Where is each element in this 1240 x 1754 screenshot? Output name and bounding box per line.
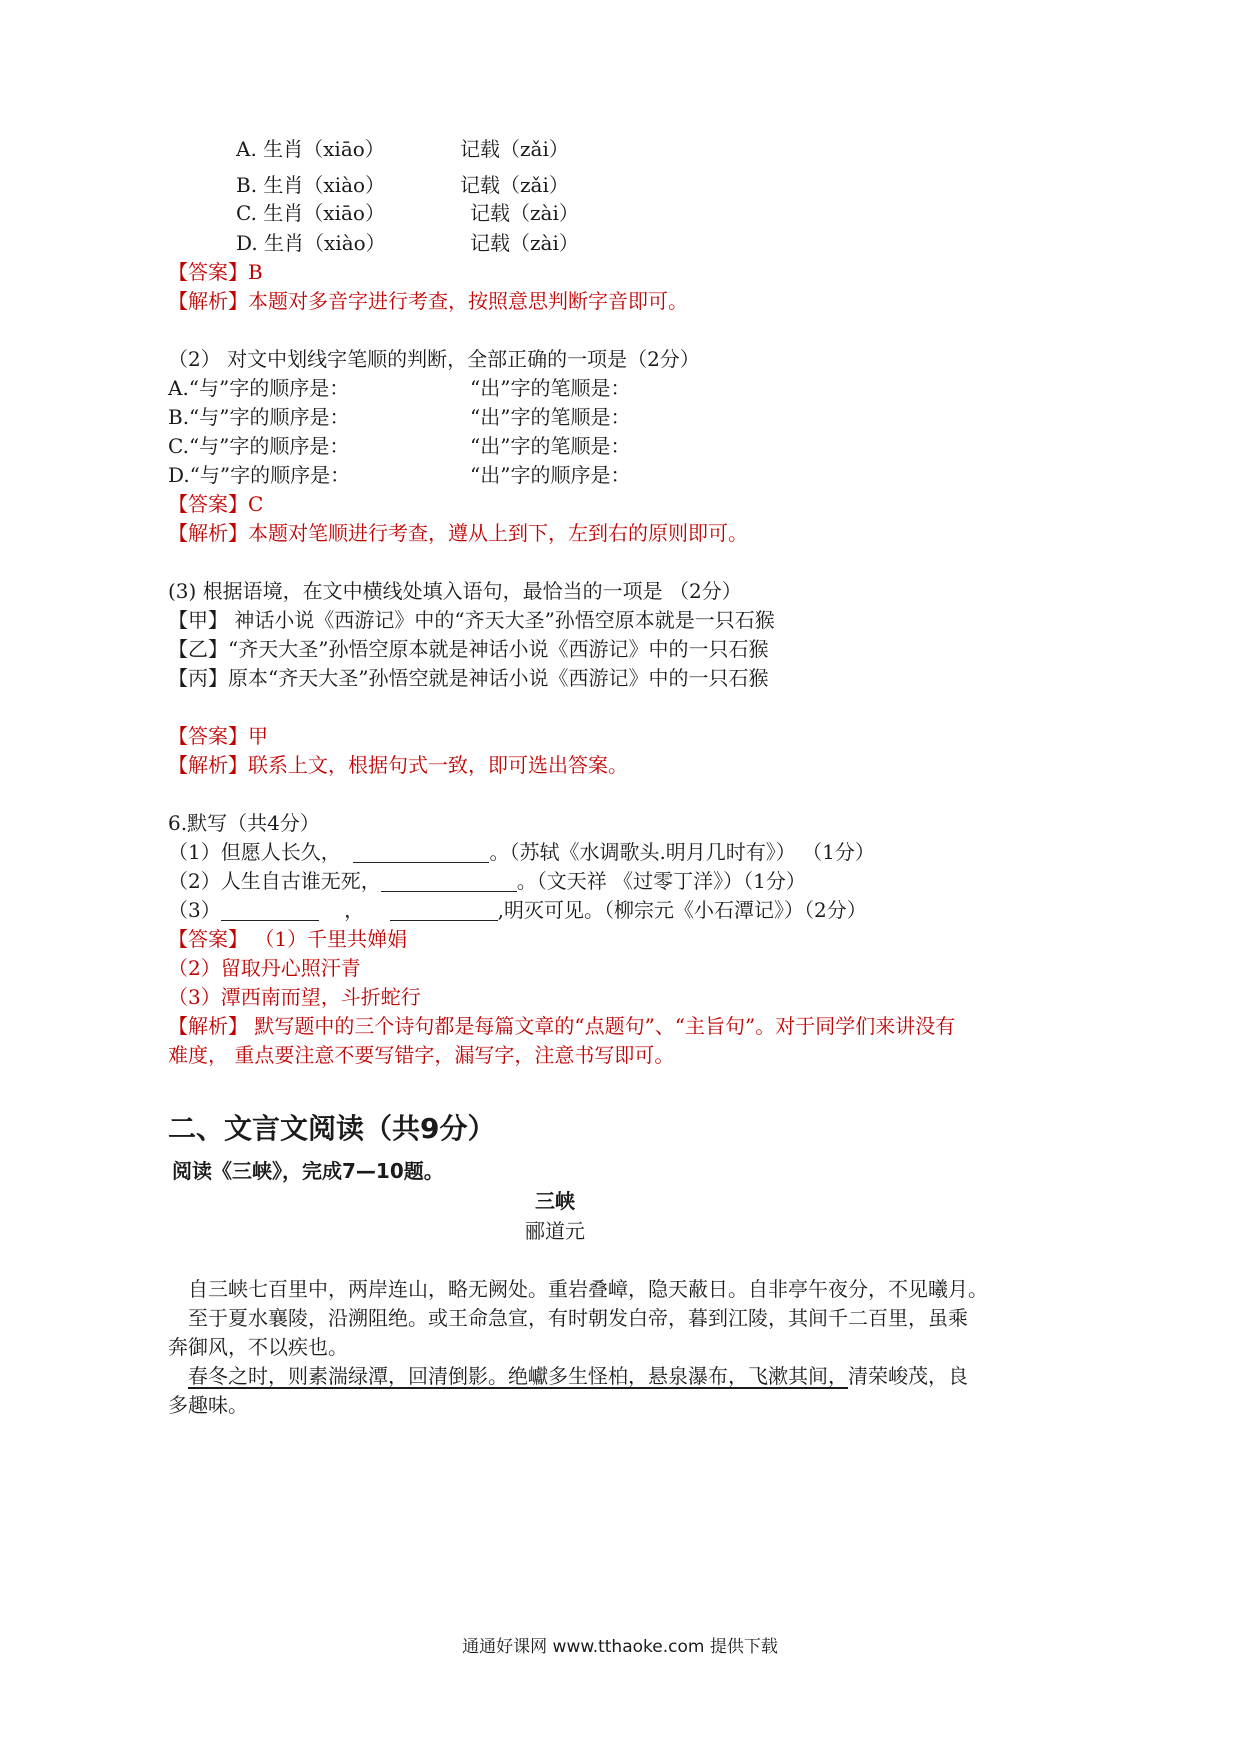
q1-answer: 【答案】B bbox=[168, 260, 263, 284]
q1-option-c-right: 记载（zài） bbox=[470, 201, 579, 225]
q1-option-d-right: 记载（zài） bbox=[470, 231, 579, 255]
q2-option-d: D.“与”字的顺序是： bbox=[168, 463, 351, 487]
q6-line-1: （1）但愿人长久， 。（苏轼《水调歌头.明月几时有》） （1分） bbox=[168, 840, 875, 864]
q2-option-b: B.“与”字的顺序是： bbox=[168, 405, 350, 429]
q1-analysis: 【解析】本题对多音字进行考查，按照意思判断字音即可。 bbox=[168, 289, 688, 313]
q6-title: 6.默写（共4分） bbox=[168, 811, 320, 835]
q6-answer-3: （3）潭西南而望，斗折蛇行 bbox=[168, 985, 421, 1009]
section-heading: 二、文言文阅读（共9分） bbox=[168, 1112, 496, 1145]
q2-analysis: 【解析】本题对笔顺进行考查，遵从上到下，左到右的原则即可。 bbox=[168, 521, 748, 545]
q1-option-c: C. 生肖（xiāo） bbox=[236, 201, 385, 225]
q1-option-b-right: 记载（zǎi） bbox=[460, 173, 569, 197]
q6-blank-2[interactable] bbox=[381, 871, 517, 892]
q3-stem: (3) 根据语境，在文中横线处填入语句，最恰当的一项是 （2分） bbox=[168, 579, 742, 603]
q1-option-d: D. 生肖（xiào） bbox=[236, 231, 386, 255]
q6-answer-2: （2）留取丹心照汗青 bbox=[168, 956, 361, 980]
q6-line-3: （3） ， ,明灭可见。（柳宗元《小石潭记》）（2分） bbox=[168, 898, 867, 922]
q2-option-c-right: “出”字的笔顺是： bbox=[470, 434, 631, 458]
q3-answer: 【答案】甲 bbox=[168, 724, 268, 748]
q6-blank-1[interactable] bbox=[353, 842, 489, 863]
q3-analysis: 【解析】联系上文，根据句式一致，即可选出答案。 bbox=[168, 753, 628, 777]
q2-option-a-right: “出”字的笔顺是： bbox=[470, 376, 631, 400]
page-footer: 通通好课网 www.tthaoke.com 提供下载 bbox=[462, 1637, 778, 1657]
q3-option-bing: 【丙】原本“齐天大圣”孙悟空就是神话小说《西游记》中的一只石猴 bbox=[168, 666, 769, 690]
q1-option-a-right: 记载（zǎi） bbox=[460, 137, 569, 161]
q6-analysis-1: 【解析】 默写题中的三个诗句都是每篇文章的“点题句”、“主旨句”。对于同学们来讲没有 bbox=[168, 1014, 956, 1038]
text-paragraph-3-line-1: 春冬之时，则素湍绿潭，回清倒影。绝巘多生怪柏，悬泉瀑布，飞漱其间，清荣峻茂，良 bbox=[188, 1364, 968, 1388]
q1-option-b: B. 生肖（xiào） bbox=[236, 173, 386, 197]
q1-option-a: A. 生肖（xiāo） bbox=[236, 137, 385, 161]
q6-blank-3a[interactable] bbox=[221, 900, 319, 921]
underlined-sentence: 春冬之时，则素湍绿潭，回清倒影。绝巘多生怪柏，悬泉瀑布，飞漱其间， bbox=[188, 1364, 848, 1388]
q2-answer: 【答案】C bbox=[168, 492, 264, 516]
section-instruction: 阅读《三峡》，完成7—10题。 bbox=[172, 1159, 444, 1183]
q6-analysis-2: 难度， 重点要注意不要写错字，漏写字，注意书写即可。 bbox=[168, 1043, 675, 1067]
text-author: 郦道元 bbox=[525, 1219, 585, 1243]
q2-stem: （2） 对文中划线字笔顺的判断，全部正确的一项是（2分） bbox=[168, 347, 700, 371]
text-paragraph-1: 自三峡七百里中，两岸连山，略无阙处。重岩叠嶂，隐天蔽日。自非亭午夜分，不见曦月。 bbox=[188, 1277, 988, 1301]
q3-option-yi: 【乙】“齐天大圣”孙悟空原本就是神话小说《西游记》中的一只石猴 bbox=[168, 637, 769, 661]
q6-answer-1: 【答案】 （1）千里共婵娟 bbox=[168, 927, 408, 951]
q3-option-jia: 【甲】 神话小说《西游记》中的“齐天大圣”孙悟空原本就是一只石猴 bbox=[168, 608, 775, 632]
text-paragraph-2-line-2: 奔御风，不以疾也。 bbox=[168, 1335, 348, 1359]
text-paragraph-2-line-1: 至于夏水襄陵，沿溯阻绝。或王命急宣，有时朝发白帝，暮到江陵，其间千二百里，虽乘 bbox=[188, 1306, 968, 1330]
q6-line-2: （2）人生自古谁无死， 。（文天祥 《过零丁洋》）（1分） bbox=[168, 869, 806, 893]
text-paragraph-3-line-2: 多趣味。 bbox=[168, 1393, 248, 1417]
q6-blank-3b[interactable] bbox=[390, 900, 498, 921]
q2-option-c: C.“与”字的顺序是： bbox=[168, 434, 350, 458]
q2-option-d-right: “出”字的顺序是： bbox=[470, 463, 631, 487]
text-title: 三峡 bbox=[535, 1189, 575, 1213]
q2-option-a: A.“与”字的顺序是： bbox=[168, 376, 350, 400]
q2-option-b-right: “出”字的笔顺是： bbox=[470, 405, 631, 429]
